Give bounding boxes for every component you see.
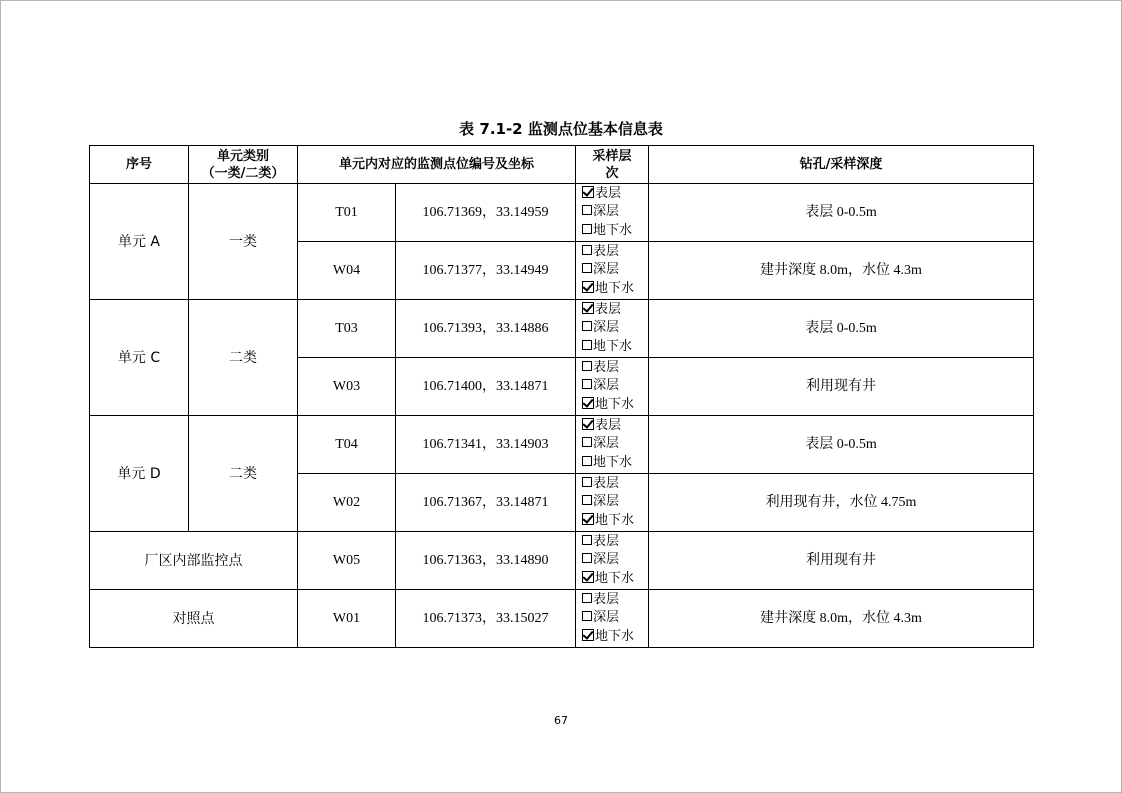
layer-label: 表层 xyxy=(593,591,620,607)
layer-option xyxy=(582,359,648,378)
checked-box-icon xyxy=(582,571,594,583)
depth-value: 表层 0-0.5m xyxy=(805,320,877,336)
point-id: W02 xyxy=(332,494,361,510)
layer-option xyxy=(582,338,648,357)
unit-category-cell xyxy=(189,300,298,416)
checked-box-icon xyxy=(582,513,594,525)
unit-category-cell xyxy=(189,184,298,300)
point-id-cell xyxy=(298,358,396,416)
point-id: W01 xyxy=(332,610,361,626)
point-coords: 106.71363，33.14890 xyxy=(422,552,549,568)
coords-cell xyxy=(396,416,576,474)
checked-box-icon xyxy=(582,418,594,430)
layer-option xyxy=(582,609,648,628)
layer-option xyxy=(582,551,648,570)
layer-option xyxy=(582,570,648,589)
layer-option xyxy=(582,377,648,396)
depth-value: 利用现有井，水位 4.75m xyxy=(765,494,917,510)
point-coords: 106.71377，33.14949 xyxy=(422,262,549,278)
unit-name-cell xyxy=(90,300,189,416)
layer-label: 表层 xyxy=(593,359,620,375)
depth-cell xyxy=(649,590,1034,648)
unit-category: 一类 xyxy=(229,233,257,250)
checked-box-icon xyxy=(582,186,594,198)
checked-box-icon xyxy=(582,281,594,293)
layer-option xyxy=(582,301,648,320)
point-name: 厂区内部监控点 xyxy=(144,552,243,569)
layer-label: 深层 xyxy=(593,436,620,452)
layer-label: 表层 xyxy=(593,533,620,549)
point-id-cell xyxy=(298,416,396,474)
layer-label: 深层 xyxy=(593,262,620,278)
header-row xyxy=(90,146,1034,184)
layer-option xyxy=(582,185,648,204)
point-coords: 106.71400，33.14871 xyxy=(422,378,549,394)
layer-label: 地下水 xyxy=(593,338,633,354)
table-body xyxy=(90,184,1034,648)
sample-layer-cell xyxy=(576,300,649,358)
point-id: W03 xyxy=(332,378,361,394)
layer-option xyxy=(582,280,648,299)
table-row xyxy=(90,300,1034,358)
depth-cell xyxy=(649,242,1034,300)
unchecked-box-icon xyxy=(582,361,592,371)
depth-value: 利用现有井 xyxy=(806,378,877,394)
layer-option xyxy=(582,261,648,280)
coords-cell xyxy=(396,300,576,358)
monitoring-points-table xyxy=(89,145,1034,648)
layer-option xyxy=(582,243,648,262)
layer-label: 深层 xyxy=(593,494,620,510)
unchecked-box-icon xyxy=(582,205,592,215)
table-title: 表 7.1-2 监测点位基本信息表 xyxy=(459,120,663,138)
unchecked-box-icon xyxy=(582,340,592,350)
coords-cell xyxy=(396,474,576,532)
unchecked-box-icon xyxy=(582,437,592,447)
unit-category: 二类 xyxy=(229,349,257,366)
layer-label: 地下水 xyxy=(595,396,635,412)
layer-option xyxy=(582,454,648,473)
table-row xyxy=(90,184,1034,242)
depth-cell xyxy=(649,532,1034,590)
header-point-coords: 单元内对应的监测点位编号及坐标 xyxy=(298,146,576,184)
unchecked-box-icon xyxy=(582,321,592,331)
layer-option xyxy=(582,319,648,338)
point-id-cell xyxy=(298,532,396,590)
unchecked-box-icon xyxy=(582,535,592,545)
unchecked-box-icon xyxy=(582,553,592,563)
unit-category-cell xyxy=(189,416,298,532)
unit-name-cell xyxy=(90,184,189,300)
checked-box-icon xyxy=(582,629,594,641)
unchecked-box-icon xyxy=(582,263,592,273)
unchecked-box-icon xyxy=(582,593,592,603)
sample-layer-cell xyxy=(576,474,649,532)
depth-cell xyxy=(649,300,1034,358)
layer-option xyxy=(582,493,648,512)
point-coords: 106.71341，33.14903 xyxy=(422,436,549,452)
sample-layer-cell xyxy=(576,242,649,300)
layer-option xyxy=(582,591,648,610)
layer-label: 地下水 xyxy=(595,570,635,586)
table-row xyxy=(90,532,1034,590)
point-id: W04 xyxy=(332,262,361,278)
point-coords: 106.71393，33.14886 xyxy=(422,320,549,336)
point-id-cell xyxy=(298,590,396,648)
layer-label: 地下水 xyxy=(595,628,635,644)
layer-label: 表层 xyxy=(595,185,622,201)
depth-value: 表层 0-0.5m xyxy=(805,436,877,452)
layer-option xyxy=(582,417,648,436)
unchecked-box-icon xyxy=(582,611,592,621)
point-name-cell xyxy=(90,532,298,590)
table-row xyxy=(90,590,1034,648)
coords-cell xyxy=(396,590,576,648)
layer-label: 深层 xyxy=(593,320,620,336)
sample-layer-cell xyxy=(576,532,649,590)
header-depth: 钻孔/采样深度 xyxy=(649,146,1034,184)
depth-value: 利用现有井 xyxy=(806,552,877,568)
unchecked-box-icon xyxy=(582,379,592,389)
layer-option xyxy=(582,475,648,494)
layer-label: 表层 xyxy=(595,417,622,433)
point-id-cell xyxy=(298,300,396,358)
coords-cell xyxy=(396,242,576,300)
depth-cell xyxy=(649,358,1034,416)
checked-box-icon xyxy=(582,302,594,314)
point-coords: 106.71369，33.14959 xyxy=(422,204,549,220)
unchecked-box-icon xyxy=(582,224,592,234)
depth-value: 建井深度 8.0m，水位 4.3m xyxy=(760,262,922,278)
point-id: T03 xyxy=(335,320,358,336)
layer-label: 深层 xyxy=(593,204,620,220)
sample-layer-cell xyxy=(576,590,649,648)
header-unit-category: 单元类别 （一类/二类） xyxy=(189,146,298,184)
layer-label: 地下水 xyxy=(595,512,635,528)
point-coords: 106.71373，33.15027 xyxy=(422,610,549,626)
layer-label: 表层 xyxy=(593,243,620,259)
sample-layer-cell xyxy=(576,184,649,242)
point-id: T01 xyxy=(335,204,358,220)
layer-label: 地下水 xyxy=(595,280,635,296)
unchecked-box-icon xyxy=(582,456,592,466)
coords-cell xyxy=(396,184,576,242)
layer-label: 深层 xyxy=(593,378,620,394)
depth-cell xyxy=(649,416,1034,474)
depth-cell xyxy=(649,184,1034,242)
point-coords: 106.71367，33.14871 xyxy=(422,494,549,510)
layer-option xyxy=(582,222,648,241)
layer-label: 地下水 xyxy=(593,454,633,470)
point-name-cell xyxy=(90,590,298,648)
header-index: 序号 xyxy=(90,146,189,184)
layer-label: 表层 xyxy=(593,475,620,491)
layer-option xyxy=(582,533,648,552)
unchecked-box-icon xyxy=(582,495,592,505)
point-id: T04 xyxy=(335,436,358,452)
table-row xyxy=(90,416,1034,474)
point-id: W05 xyxy=(332,552,361,568)
page-number: 67 xyxy=(554,714,568,727)
unit-category: 二类 xyxy=(229,465,257,482)
point-id-cell xyxy=(298,242,396,300)
unit-name: 单元 A xyxy=(117,233,161,250)
coords-cell xyxy=(396,532,576,590)
layer-option xyxy=(582,512,648,531)
layer-option xyxy=(582,203,648,222)
unchecked-box-icon xyxy=(582,477,592,487)
sample-layer-cell xyxy=(576,358,649,416)
unchecked-box-icon xyxy=(582,245,592,255)
layer-label: 深层 xyxy=(593,610,620,626)
unit-name-cell xyxy=(90,416,189,532)
layer-option xyxy=(582,396,648,415)
depth-cell xyxy=(649,474,1034,532)
coords-cell xyxy=(396,358,576,416)
depth-value: 建井深度 8.0m，水位 4.3m xyxy=(760,610,922,626)
layer-option xyxy=(582,435,648,454)
point-id-cell xyxy=(298,184,396,242)
layer-option xyxy=(582,628,648,647)
depth-value: 表层 0-0.5m xyxy=(805,204,877,220)
point-id-cell xyxy=(298,474,396,532)
layer-label: 表层 xyxy=(595,301,622,317)
sample-layer-cell xyxy=(576,416,649,474)
unit-name: 单元 C xyxy=(117,349,161,366)
layer-label: 深层 xyxy=(593,552,620,568)
point-name: 对照点 xyxy=(172,610,215,627)
unit-name: 单元 D xyxy=(117,465,161,482)
layer-label: 地下水 xyxy=(593,222,633,238)
header-sample-layer: 采样层 次 xyxy=(576,146,649,184)
checked-box-icon xyxy=(582,397,594,409)
